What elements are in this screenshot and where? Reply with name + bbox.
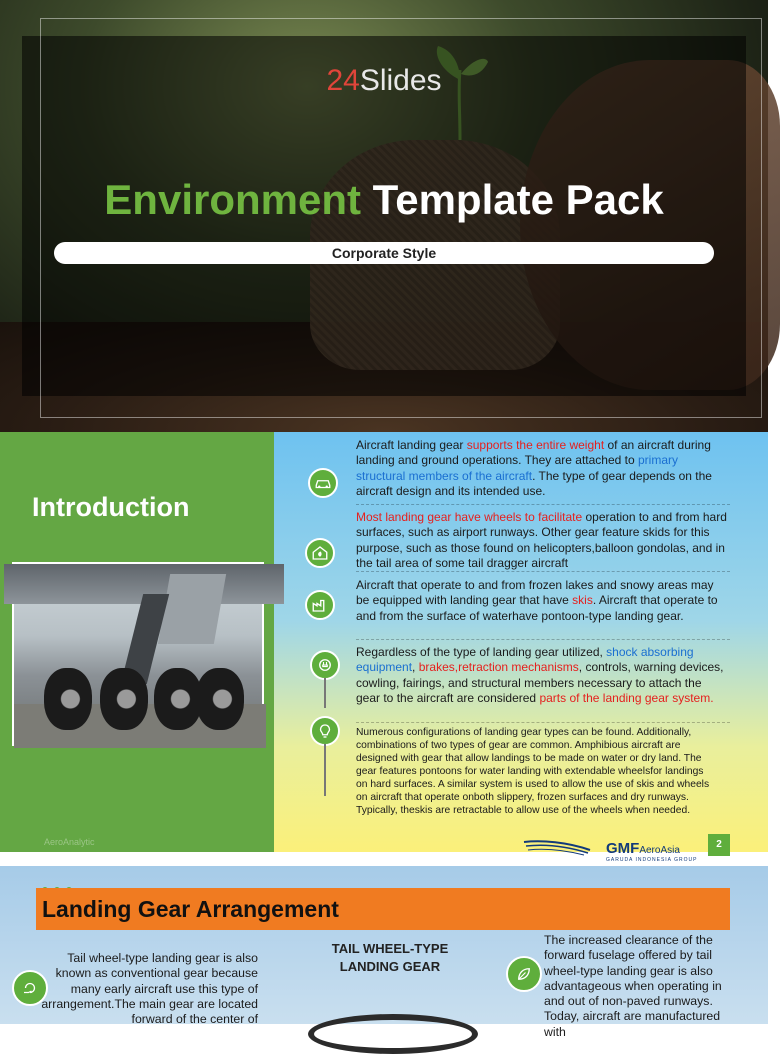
paragraph-segment: , controls, warning devices, cowling, fairings, and structural members necessary to attach the gear to the aircraft are considered: [356, 660, 724, 706]
gmf-brand-main: GMF: [606, 840, 640, 857]
paragraph-segment: operation to and from hard surfaces, such as airport runways. Other gear feature skids for this purpose, such as those found on helicopters,balloon gondolas, and in the tail area of some tail dragger aircraft: [356, 510, 727, 571]
gmf-swoosh-icon: [522, 838, 592, 856]
paragraph-segment: Aircraft that operate to and from frozen lakes and snowy areas may be equipped with landing gear that have: [356, 578, 714, 608]
arrangement-slide: [0, 866, 768, 1039]
arrangement-right-text: The increased clearance of the forward fuselage offered by tail wheel-type landing gear is also advantageous when operating in and out of non-paved runways. Today, aircraft are manufactured with: [544, 933, 722, 1039]
cover-title-rest: Template Pack: [361, 176, 664, 223]
divider: [356, 639, 730, 640]
plug-icon: [310, 650, 340, 680]
arrangement-title: Landing Gear Arrangement: [42, 896, 339, 922]
gmf-brand: [606, 840, 680, 857]
watermark: AeroAnalytic: [44, 837, 95, 847]
page-number: 2: [708, 834, 730, 856]
paragraph-segment: . Aircraft that operate to and from the surface of waterhave pontoon-type landing gear.: [356, 593, 718, 623]
paragraph-segment: . The type of gear depends on the aircraft design and its intended use.: [356, 468, 712, 499]
leaf-icon: [506, 956, 542, 992]
intro-paragraph-5: [356, 726, 716, 817]
photo-wheel: [44, 668, 92, 730]
paragraph-segment: ,: [412, 660, 419, 675]
photo-wheel: [154, 668, 202, 730]
cover-slide: [0, 0, 768, 432]
paragraph-segment: Most landing gear have wheels to facilitate: [356, 510, 583, 524]
paragraph-segment: shock absorbing equipment: [356, 645, 694, 675]
photo-wheel: [100, 668, 148, 730]
photo-wheel: [196, 668, 244, 730]
paragraph-segment: of an aircraft during landing and ground operations. They are attached to: [356, 438, 711, 468]
paragraph-segment: Numerous configurations of landing gear types can be found. Additionally, combinations of two types of gear are common. Amphibious aircraft are designed with gear that allow landings to be made on water or dry land. The gear features pontoons for water landing with extendable wheelsfor landings on hard surfaces. A similar system is used to allow the use of skis and wheels on aircraft that operate onboth slippery, frozen surfaces and dry runways. Typically, theskis are retractable to allow use of the wheels when needed.: [356, 727, 710, 816]
bulb-icon: [310, 716, 340, 746]
arrangement-heading: TAIL WHEEL-TYPE LANDING GEAR: [331, 941, 449, 974]
intro-paragraph-2: [356, 510, 728, 572]
arrangement-banner: [36, 888, 730, 930]
logo-number: 24: [326, 64, 360, 97]
logo-text: Slides: [359, 64, 442, 97]
paragraph-segment: parts of the landing gear system.: [539, 691, 714, 706]
intro-sidebar: [0, 432, 274, 852]
eco-house-icon: [305, 538, 335, 568]
introduction-slide: [0, 432, 768, 863]
divider: [356, 504, 730, 505]
gmf-logo: [522, 836, 702, 862]
paragraph-segment: skis: [572, 593, 593, 608]
paragraph-segment: Aircraft landing gear: [356, 438, 467, 452]
gmf-brand-suffix: AeroAsia: [639, 845, 680, 856]
paragraph-segment: primary structural members of the aircraft: [356, 453, 678, 483]
landing-gear-photo: [12, 562, 264, 746]
timeline-line: [324, 744, 326, 796]
cover-title: [0, 176, 768, 224]
paragraph-segment: brakes,retraction mechanisms: [418, 660, 579, 675]
car-icon: [308, 468, 338, 498]
divider: [356, 571, 730, 572]
brand-logo: [0, 64, 768, 98]
intro-paragraph-1: [356, 438, 728, 500]
paragraph-segment: Regardless of the type of landing gear utilized,: [356, 645, 607, 659]
intro-paragraph-4: [356, 645, 728, 707]
arrangement-left-text: Tail wheel-type landing gear is also known as conventional gear because many early aircraft use this type of arrangement.The main gear are located forward of the center of: [41, 951, 258, 1027]
factory-icon: [305, 590, 335, 620]
divider: [356, 722, 730, 723]
photo-gear-door: [158, 574, 226, 644]
intro-title: Introduction: [32, 492, 190, 522]
diagram-ring: [308, 1014, 478, 1054]
gmf-sub: GARUDA INDONESIA GROUP: [606, 857, 698, 863]
cover-subtitle: Corporate Style: [54, 242, 714, 264]
intro-paragraph-3: [356, 578, 728, 624]
paragraph-segment: supports the entire weight: [466, 438, 605, 452]
timeline-line: [324, 678, 326, 708]
cover-title-accent: Environment: [104, 176, 361, 223]
